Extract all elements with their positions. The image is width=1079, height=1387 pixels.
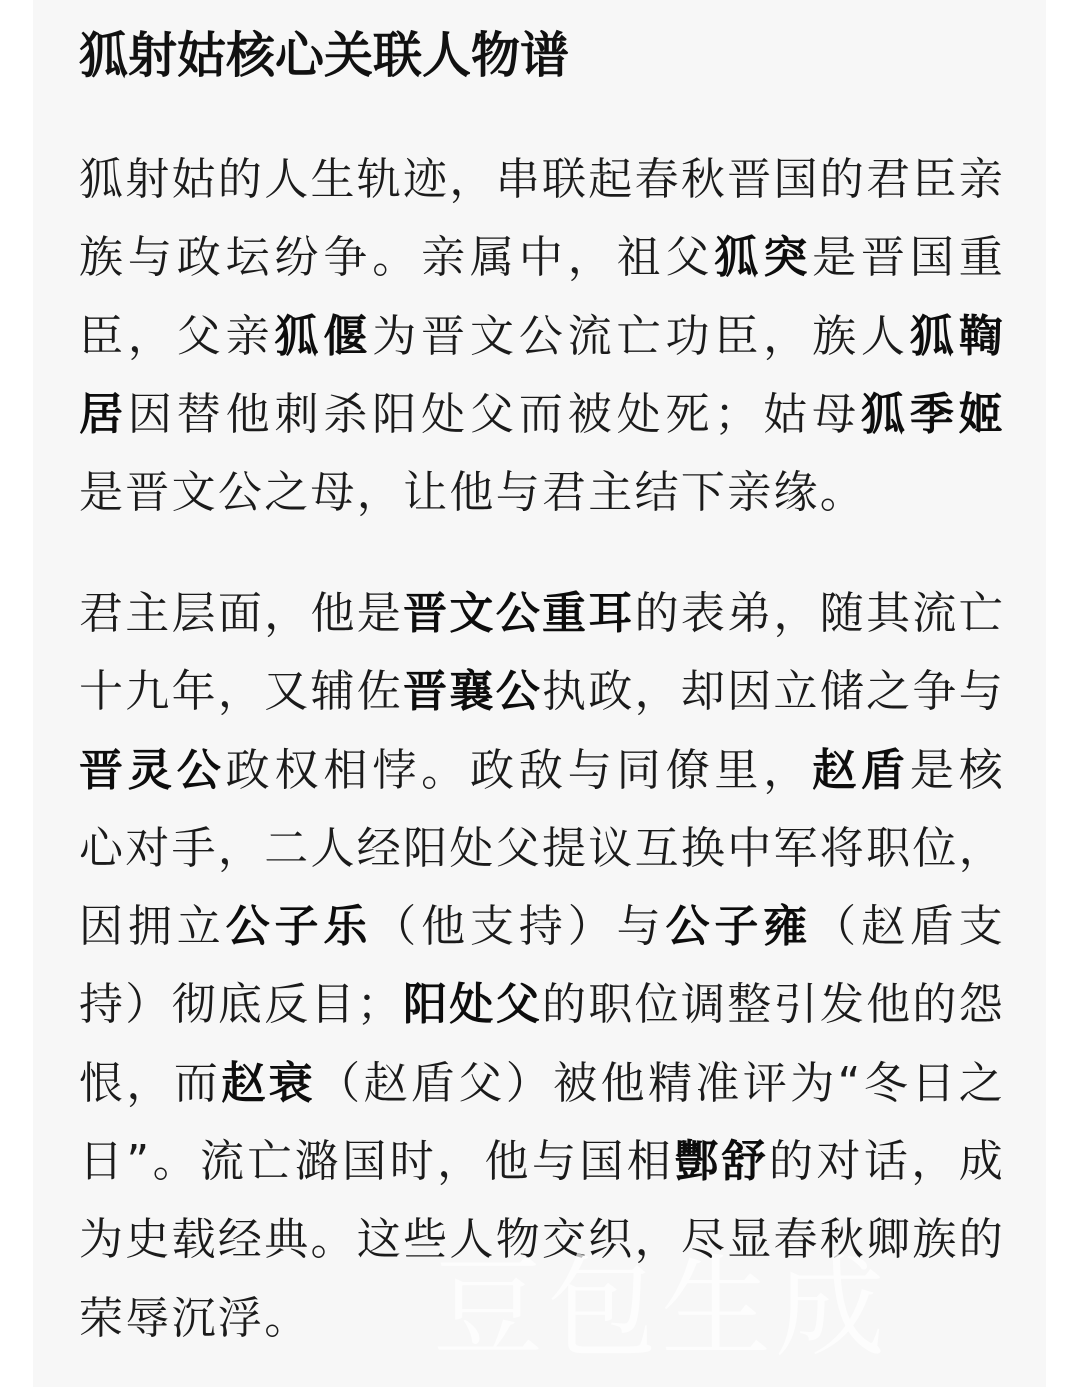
person-name: 晋襄公 [403, 666, 543, 718]
paragraph-text: 的职位调整引发他的怨恨，而 [79, 979, 1006, 1109]
person-name: 公子乐 [225, 901, 373, 953]
paragraph-text: 的对话，成为史载经典。这些人物交织，尽显春秋卿族的荣辱沉浮。 [79, 1136, 1006, 1344]
article-card [33, 0, 1046, 1387]
person-name: 狐鞫居 [79, 310, 1005, 440]
paragraph-text: （他支持）与 [372, 901, 666, 953]
paragraph-text: 为晋文公流亡功臣，族人 [372, 310, 910, 362]
person-name: 晋文公重耳 [403, 588, 635, 639]
paragraph-text: （赵盾支持）彻底反目； [79, 901, 1006, 1031]
paragraph-text: 是晋国重臣，父亲 [79, 232, 1005, 362]
person-name: 阳处父 [403, 979, 543, 1031]
person-name: 赵衰 [221, 1057, 317, 1109]
paragraph-text: 政权相悖。政敌与同僚里， [225, 744, 813, 796]
paragraph-text: 的表弟，随其流亡十九年，又辅佐 [79, 588, 1006, 718]
person-name: 狐季姬 [860, 388, 1005, 440]
person-name: 狐偃 [274, 310, 373, 362]
paragraph-text: 君主层面，他是 [79, 588, 404, 639]
person-name: 晋灵公 [79, 744, 226, 796]
article-title: 狐射姑核心关联人物谱 [79, 27, 570, 84]
watermark: 豆包生成 [433, 1244, 889, 1372]
paragraph-text: （赵盾父）被他精准评为“冬日之日”。流亡潞国时，他与国相 [79, 1057, 1005, 1188]
paragraph-text: 是核心对手，二人经阳处父提议互换中军将职位，因拥立 [79, 744, 1005, 953]
person-name: 赵盾 [812, 744, 910, 796]
paragraph-text: 狐射姑的人生轨迹，串联起春秋晋国的君臣亲族与政坛纷争。亲属中，祖父 [79, 154, 1005, 284]
person-name: 公子雍 [665, 901, 813, 953]
paragraph-text: 执政，却因立储之争与 [542, 666, 1006, 718]
person-name: 酆舒 [674, 1136, 770, 1188]
person-name: 狐突 [714, 232, 813, 284]
paragraph-text: 是晋文公之母，让他与君主结下亲缘。 [79, 467, 867, 519]
paragraph-relatives [79, 141, 1005, 532]
paragraph-rulers-and-rivals [79, 575, 1005, 1358]
paragraph-text: 因替他刺杀阳处父而被处死；姑母 [127, 388, 861, 440]
